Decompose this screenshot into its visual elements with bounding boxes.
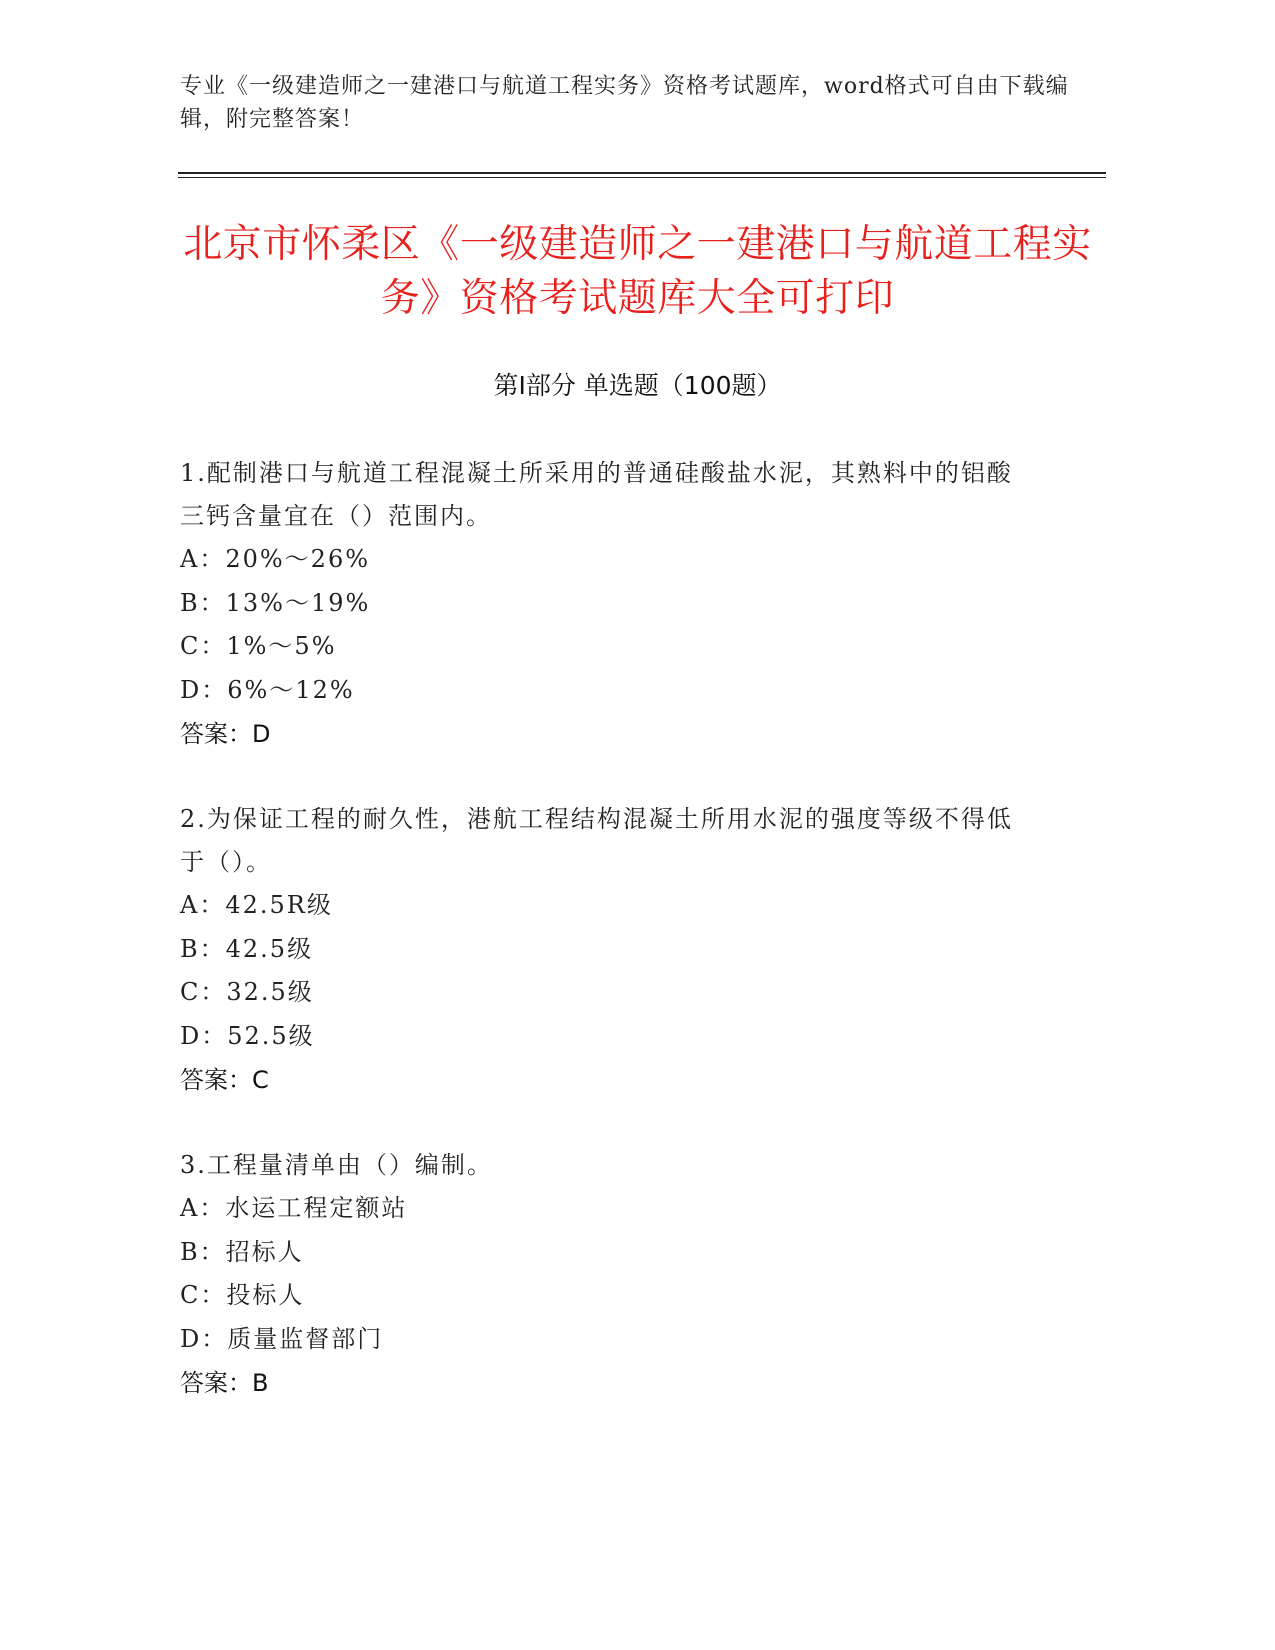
option-a: A：42.5R级	[180, 891, 333, 919]
question-stem: 3.工程量清单由（）编制。	[180, 1151, 493, 1179]
option-c: C：投标人	[180, 1281, 305, 1309]
question-stem: 2.为保证工程的耐久性，港航工程结构混凝土所用水泥的强度等级不得低于（）。	[180, 805, 1013, 876]
header-divider-thin	[178, 177, 1106, 178]
option-d: D：6%～12%	[180, 675, 355, 704]
header-note: 专业《一级建造师之一建港口与航道工程实务》资格考试题库，word格式可自由下载编辑，附完整答案！	[180, 74, 1069, 132]
document-title: 北京市怀柔区《一级建造师之一建港口与航道工程实务》资格考试题库大全可打印	[183, 222, 1092, 321]
option-a: A：20%～26%	[180, 545, 371, 573]
question-1	[180, 452, 1030, 756]
question-list	[180, 452, 1030, 1447]
section-heading: 第Ⅰ部分 单选题（100题）	[493, 371, 782, 400]
option-a: A：水运工程定额站	[180, 1194, 408, 1222]
option-d: D：质量监督部门	[180, 1324, 384, 1353]
answer: 答案：C	[180, 1066, 269, 1094]
answer: 答案：B	[180, 1369, 269, 1397]
answer: 答案：D	[180, 720, 271, 748]
question-stem: 1.配制港口与航道工程混凝土所采用的普通硅酸盐水泥，其熟料中的铝酸三钙含量宜在（）范围内。	[180, 459, 1013, 530]
option-b: B：42.5级	[180, 934, 314, 963]
option-c: C：32.5级	[180, 978, 314, 1006]
question-2	[180, 798, 1030, 1102]
option-c: C：1%～5%	[180, 632, 337, 660]
option-b: B：招标人	[180, 1237, 304, 1266]
question-3	[180, 1144, 1030, 1405]
option-b: B：13%～19%	[180, 588, 371, 617]
header-divider-thick	[178, 172, 1106, 174]
option-d: D：52.5级	[180, 1021, 315, 1050]
